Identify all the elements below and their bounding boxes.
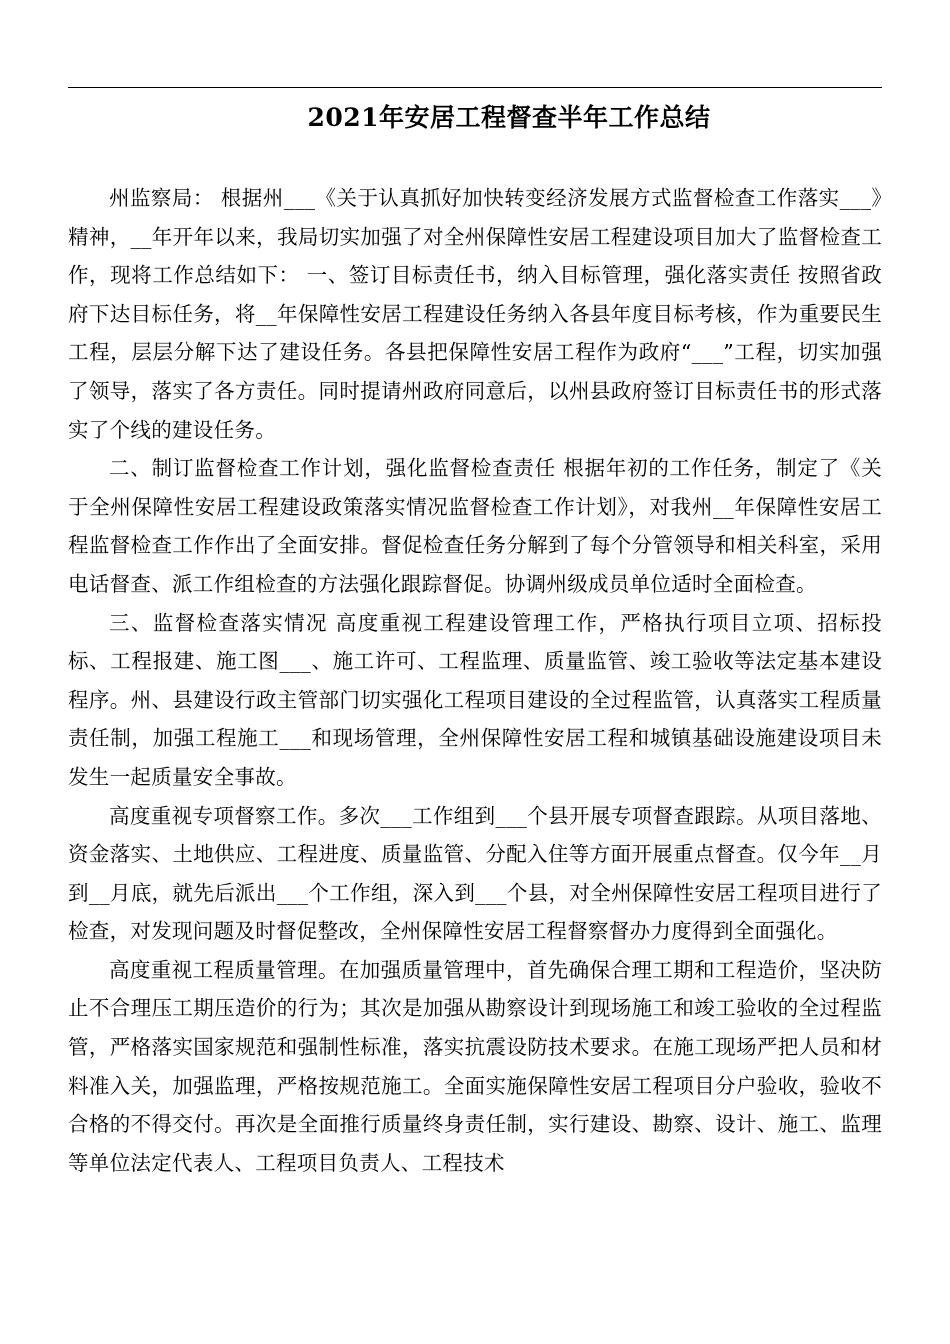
paragraph-3: 三、监督检查落实情况 高度重视工程建设管理工作，严格执行项目立项、招标投标、工程报建、施工图___、施工许可、工程监理、质量监管、竣工验收等法定基本建设程序。州、县建设行政主管部门切实强化工程项目建设的全过程监管，认真落实工程质量责任制，加强工程施工___和现场管理，全州保障性安居工程和城镇基础设施建设项目未发生一起质量安全事故。 [68,610,882,789]
document-title: 2021年安居工程督查半年工作总结 [307,103,711,132]
header-rule [68,87,882,88]
paragraph-2: 二、制订监督检查工作计划，强化监督检查责任 根据年初的工作任务，制定了《关于全州保障性安居工程建设政策落实情况监督检查工作计划》，对我州__年保障性安居工程监督检查工作作出了全面安排。督促检查任务分解到了每个分管领导和相关科室，采用电话督查、派工作组检查的方法强化跟踪督促。协调州级成员单位适时全面检查。 [68,456,882,596]
paragraph-1: 州监察局： 根据州___《关于认真抓好加快转变经济发展方式监督检查工作落实___》精神，__年开年以来，我局切实加强了对全州保障性安居工程建设项目加大了监督检查工作，现将工作总结如下： 一、签订目标责任书，纳入目标管理，强化落实责任 按照省政府下达目标任务，将__年保障性安居工程建设任务纳入各县年度目标考核，作为重要民生工程，层层分解下达了建设任务。各县把保障性安居工程作为政府“___”工程，切实加强了领导，落实了各方责任。同时提请州政府同意后，以州县政府签订目标责任书的形式落实了个线的建设任务。 [68,186,882,442]
paragraph-5: 高度重视工程质量管理。在加强质量管理中，首先确保合理工期和工程造价，坚决防止不合理压工期压造价的行为；其次是加强从勘察设计到现场施工和竣工验收的全过程监管，严格落实国家规范和强制性标准，落实抗震设防技术要求。在施工现场严把人员和材料准入关，加强监理，严格按规范施工。全面实施保障性安居工程项目分户验收，验收不合格的不得交付。再次是全面推行质量终身责任制，实行建设、勘察、设计、施工、监理等单位法定代表人、工程项目负责人、工程技术 [68,957,882,1175]
document-body [68,179,882,1182]
paragraph-4: 高度重视专项督察工作。多次___工作组到___个县开展专项督查跟踪。从项目落地、资金落实、土地供应、工程进度、质量监管、分配入住等方面开展重点督查。仅今年__月到__月底，就先后派出___个工作组，深入到___个县，对全州保障性安居工程项目进行了检查，对发现问题及时督促整改，全州保障性安居工程督察督办力度得到全面强化。 [68,803,882,944]
